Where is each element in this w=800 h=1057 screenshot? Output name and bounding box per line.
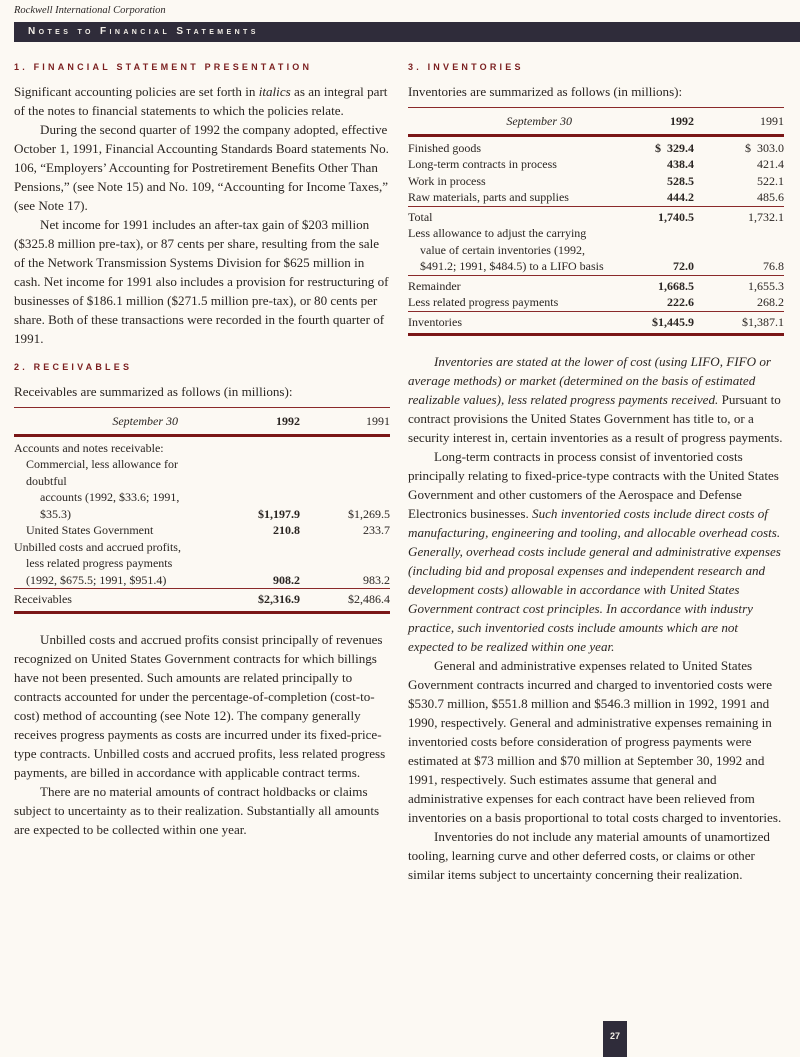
value-1992: 908.2 <box>273 572 300 587</box>
column-header-1991: 1991 <box>300 408 390 436</box>
inventories-paragraph-3: General and administrative expenses related to United States Government contracts incurred and charged to inventoried costs were $530.7 million, $551.8 million and $546.3 million in 1992, 1991 and 1990, respectively. General and administrative expenses remaining in inventoried costs before consideration of progress payments were estimated at $73 million and $70 million at September 30, 1992 and 1991, respectively. Such estimates assume that general and administrative expenses for each contract have been relieved from inventories on a basis proportional to total costs charged to inventories. <box>408 658 782 825</box>
inventories-intro: Inventories are summarized as follows (in millions): <box>408 84 683 99</box>
table-subtotal-row <box>408 275 784 294</box>
table-row <box>408 242 784 259</box>
table-row <box>408 156 784 173</box>
row-label: value of certain inventories (1992, <box>420 242 585 257</box>
value-1992: $1,197.9 <box>258 506 300 521</box>
value-1991 <box>300 456 390 489</box>
presentation-paragraph-1: Significant accounting policies are set forth in italics as an integral part of the notes to financial statements to which the policies relate. <box>14 84 388 118</box>
table-row <box>408 173 784 190</box>
right-column <box>408 62 784 884</box>
section-banner <box>14 22 800 42</box>
column-header-date: September 30 <box>408 108 606 136</box>
banner-title: Notes to Financial Statements <box>28 26 259 37</box>
value-1992: 1,668.5 <box>606 275 694 294</box>
column-header-1992: 1992 <box>606 108 694 136</box>
receivables-paragraph-2: There are no material amounts of contract holdbacks or claims subject to uncertainty as to their realization. Substantially all amounts are expected to be collected within one year. <box>14 783 380 837</box>
value-1991: $2,486.4 <box>300 589 390 613</box>
value-1991: 522.1 <box>757 173 784 188</box>
value-1991: 268.2 <box>757 295 784 309</box>
row-label: Remainder <box>408 275 606 294</box>
value-1991: 983.2 <box>363 572 390 587</box>
value-1991: $1,269.5 <box>348 506 390 521</box>
inventories-paragraph-2: Long-term contracts in process consist of inventoried costs principally relating to fixed-price-type contracts with the United States Government and other customers of the Aerospace and Defense Electronics businesses. Such inventoried costs include direct costs of manufacturing, engineering and tooling, and allocable overhead costs. Generally, overhead costs include general and administrative expenses (including bid and proposal expenses and independent research and development costs) allowable in accordance with United States Government contract cost principles. In accordance with industry practice, such inventoried costs include amounts which are not expected to be realized within one year. <box>408 449 781 654</box>
presentation-paragraph-3: Net income for 1991 includes an after-tax gain of $203 million ($325.8 million pre-tax), or 87 cents per share, resulting from the sale of the Network Transmission Systems Division for $625 million in cash. Net income for 1991 also includes a provision for restructuring of businesses of $186.1 million ($271.5 million pre-tax), or 80 cents per share. Both of these transactions were recorded in the fourth quarter of 1991. <box>14 217 389 346</box>
value-1992: 222.6 <box>667 295 694 309</box>
value-1992: 1,740.5 <box>606 206 694 225</box>
value-1991: 485.6 <box>757 190 784 204</box>
value-1992 <box>212 555 300 572</box>
table-header-row <box>14 408 390 436</box>
row-label: Work in process <box>408 173 486 188</box>
value-1991 <box>694 242 784 259</box>
table-row <box>408 189 784 206</box>
table-subtotal-row <box>408 206 784 225</box>
value-1992 <box>606 242 694 259</box>
table-row <box>14 435 390 456</box>
value-1991: 1,655.3 <box>694 275 784 294</box>
value-1992: 528.5 <box>667 173 694 188</box>
value-1991 <box>300 435 390 456</box>
row-label: Unbilled costs and accrued profits, <box>14 539 181 554</box>
value-1992: 210.8 <box>273 523 300 537</box>
value-1991: $ 303.0 <box>745 140 784 155</box>
table-row <box>14 555 390 572</box>
table-row <box>14 489 390 522</box>
row-label: Inventories <box>408 311 606 335</box>
value-1991 <box>300 555 390 572</box>
table-total-row <box>408 311 784 335</box>
table-row <box>14 572 390 589</box>
row-label: Commercial, less allowance for doubtful <box>26 457 178 488</box>
table-row <box>408 225 784 242</box>
value-1991: $1,387.1 <box>694 311 784 335</box>
heading-inventories: 3. INVENTORIES <box>408 62 524 72</box>
row-label: Less related progress payments <box>408 295 559 309</box>
table-row <box>14 456 390 489</box>
row-label: Less allowance to adjust the carrying <box>408 226 587 240</box>
table-row <box>408 294 784 311</box>
row-label: United States Government <box>26 523 154 537</box>
row-label: Receivables <box>14 589 212 613</box>
row-label: Long-term contracts in process <box>408 157 557 171</box>
table-total-row <box>14 589 390 613</box>
inventories-paragraph-1: Inventories are stated at the lower of cost (using LIFO, FIFO or average methods) or market (determined on the basis of estimated realizable values), less related progress payments received. Pursuant to contract provisions the United States Government has title to, or a security interest in, certain inventories as a result of progress payments. <box>408 354 783 445</box>
receivables-table <box>14 407 390 614</box>
table-row <box>14 539 390 556</box>
column-header-1992: 1992 <box>212 408 300 436</box>
row-label: less related progress payments <box>26 556 173 570</box>
inventories-paragraph-4: Inventories do not include any material amounts of unamortized tooling, learning curve and other deferred costs, or claims or other similar items subject to uncertainty concerning their realization. <box>408 829 770 882</box>
row-label: accounts (1992, $33.6; 1991, $35.3) <box>40 490 180 521</box>
value-1991 <box>694 225 784 242</box>
row-label: Total <box>408 206 606 225</box>
value-1992 <box>606 225 694 242</box>
row-label: Accounts and notes receivable: <box>14 440 164 455</box>
inventories-table <box>408 107 784 336</box>
row-label: Raw materials, parts and supplies <box>408 190 569 204</box>
table-row <box>408 135 784 156</box>
column-header-date: September 30 <box>14 408 212 436</box>
value-1992: 72.0 <box>673 259 694 273</box>
column-header-1991: 1991 <box>694 108 784 136</box>
value-1992: $2,316.9 <box>212 589 300 613</box>
left-column <box>14 62 390 839</box>
table-row <box>14 522 390 539</box>
company-name: Rockwell International Corporation <box>14 5 166 16</box>
heading-financial-statement-presentation: 1. FINANCIAL STATEMENT PRESENTATION <box>14 62 313 72</box>
row-label: (1992, $675.5; 1991, $951.4) <box>26 572 167 587</box>
presentation-paragraph-2: During the second quarter of 1992 the company adopted, effective October 1, 1991, Financial Accounting Standards Board statements No. 106, “Employers’ Accounting for Postretirement Benefits Other Than Pensions,” (see Note 15) and No. 109, “Accounting for Income Taxes,” (see Note 17). <box>14 122 389 213</box>
value-1991: 1,732.1 <box>694 206 784 225</box>
value-1992 <box>212 456 300 489</box>
value-1992: $ 329.4 <box>655 140 694 155</box>
table-row <box>408 258 784 275</box>
value-1991 <box>300 539 390 556</box>
receivables-intro: Receivables are summarized as follows (in millions): <box>14 384 293 399</box>
table-header-row <box>408 108 784 136</box>
value-1992: 444.2 <box>667 190 694 204</box>
value-1992 <box>212 539 300 556</box>
value-1992 <box>212 435 300 456</box>
receivables-paragraph-1: Unbilled costs and accrued profits consist principally of revenues recognized on United States Government contracts for which billings have not been presented. Such amounts are related principally to contracts accounted for under the percentage-of-completion (cost-to-cost) method of accounting (see Note 12). The company generally receives progress payments as costs are incurred under its fixed-price-type contracts. Unbilled costs and accrued profits, less related progress payments, are billed in accordance with applicable contract terms. <box>14 631 386 780</box>
row-label: Finished goods <box>408 140 482 155</box>
value-1991: 421.4 <box>757 157 784 171</box>
value-1991: 76.8 <box>763 259 784 273</box>
value-1991: 233.7 <box>363 523 390 537</box>
value-1992: $1,445.9 <box>606 311 694 335</box>
heading-receivables: 2. RECEIVABLES <box>14 362 133 372</box>
value-1992: 438.4 <box>667 157 694 171</box>
row-label: $491.2; 1991, $484.5) to a LIFO basis <box>420 259 604 273</box>
page-number: 27 <box>603 1021 627 1057</box>
